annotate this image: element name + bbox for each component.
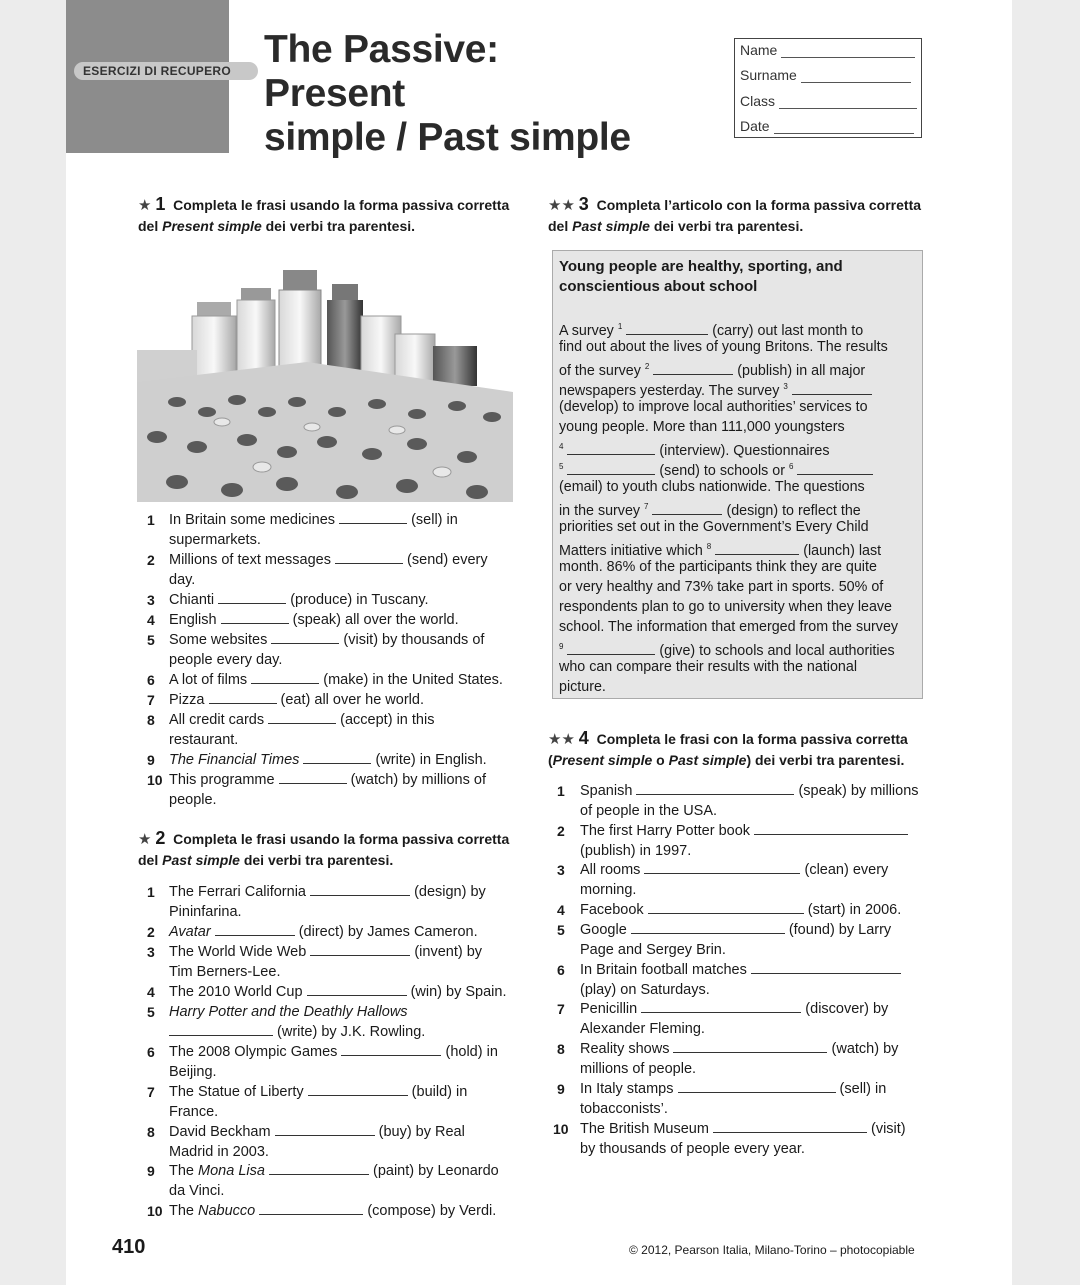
answer-blank[interactable] <box>636 782 794 795</box>
answer-blank[interactable] <box>341 1043 441 1056</box>
answer-blank[interactable] <box>644 861 800 874</box>
medicines-photo <box>137 262 513 502</box>
page-number: 410 <box>112 1236 146 1258</box>
answer-blank[interactable] <box>641 1000 801 1013</box>
page-title <box>264 28 644 160</box>
worksheet-page: ESERCIZI DI RECUPERO The Passive: Present simple / Past simple Name Surname Class Date ★ 1 Completa le frasi usando la forma passiva corretta del Present simple dei verbi tra parentesi. 1 In Britain some medicines (sell) in supermarkets. 2 Millions of text messages (send) every day. 3 Chianti (produce) in Tuscany. 4 English (speak) all over the world. 5 Some websites (visit) by thousands of people every day. 6 A lot of films (make) in the United States. 7 Pizza (eat) all over he world. 8 All credit cards (accept) in this restaurant. 9 The Financial Times (write) in English. 10 This programme (watch) by millions of people. ★ 2 Completa le frasi usando la forma passiva corretta del Past simple dei verbi tra parentesi. 1 The Ferrari California (design) by Pininfarina. 2 Avatar (direct) by James Cameron. 3 The World Wide Web (invent) by Tim Berners-Lee. 4 The 2010 World Cup (win) by Spain. 5 Harry Potter and the Deathly Hallows (write) by J.K. Rowling. 6 The 2008 Olympic Games (hold) in Beijing. 7 The Statue of Liberty (build) in France. 8 David Beckham (buy) by Real Madrid in 2003. 9 The Mona Lisa (paint) by Leonardo da Vinci. 10 The Nabucco (compose) by Verdi. ★★ 3 Completa l’articolo con la forma passiva corretta del Past simple dei verbi tra parentesi. Young people are healthy, sporting, and conscientious about school A survey $^1$ (carry) out last month to find out about the lives of young Britons. The results of the survey $^2$ (publish) in all major newspapers yesterday. The survey $^3$ (develop) to improve local authorities’ services to young people. More than 111,000 youngsters $^4$ (interview). Questionnaires $^5$ (send) to schools or $^6$ (email) to youth clubs nationwide. The questions in the survey $^7$ (design) to reflect the priorities set out in the Government’s Every Child Matters initiative which $^8$ (launch) last month. 86% of the participants think they are quite or very healthy and 73% take part in sports. 50% of respondents plan to go to university when they leave school. The information that emerged from the survey $^9$ (give) to schools and local authorities who can compare their results with the national picture. ★★ 4 Completa le frasi con la forma passiva corretta (Present simple o Past simple) dei verbi tra parentesi. 1 Spanish (speak) by millions of people in the USA. 2 The first Harry Potter book (publish) in 1997. 3 All rooms (clean) every morning. 4 Facebook (start) in 2006. 5 Google (found) by Larry Page and Sergey Brin. 6 In Britain football matches (play) on Saturdays. 7 Penicillin (discover) by Alexander Fleming. 8 Reality shows (watch) by millions of people. 9 In Italy stamps (sell) in tobacconists’. 10 The British Museum (visit) by thousands of people every year. 410 © 2012, Pearson Italia, Milano-Torino – photocopiable <box>66 0 1012 1285</box>
answer-blank[interactable] <box>308 1083 408 1096</box>
title-line-1: The Passive: Present <box>264 28 499 115</box>
answer-blank[interactable] <box>673 1040 827 1053</box>
surname-field[interactable]: Surname <box>740 67 911 83</box>
answer-blank[interactable] <box>275 1123 375 1136</box>
answer-blank[interactable] <box>653 362 733 375</box>
class-field[interactable]: Class <box>740 93 917 109</box>
title-line-2: simple / Past simple <box>264 116 631 159</box>
answer-blank[interactable] <box>251 671 319 684</box>
answer-blank[interactable] <box>335 551 403 564</box>
answer-blank[interactable] <box>792 382 872 395</box>
answer-blank[interactable] <box>303 751 371 764</box>
exercise-3-instructions: ★★ 3 Completa l’articolo con la forma passiva corretta del Past simple dei verbi tra parentesi. <box>548 194 922 234</box>
answer-blank[interactable] <box>339 511 407 524</box>
answer-blank[interactable] <box>269 1162 369 1175</box>
answer-blank[interactable] <box>271 631 339 644</box>
answer-blank[interactable] <box>279 771 347 784</box>
copyright-notice: © 2012, Pearson Italia, Milano-Torino – photocopiable <box>629 1243 915 1257</box>
answer-blank[interactable] <box>678 1080 836 1093</box>
answer-blank[interactable] <box>221 611 289 624</box>
answer-blank[interactable] <box>310 943 410 956</box>
answer-blank[interactable] <box>268 711 336 724</box>
answer-blank[interactable] <box>218 591 286 604</box>
answer-blank[interactable] <box>567 642 655 655</box>
answer-blank[interactable] <box>567 462 655 475</box>
exercise-2-instructions: ★ 2 Completa le frasi usando la forma passiva corretta del Past simple dei verbi tra parentesi. <box>138 828 510 868</box>
answer-blank[interactable] <box>169 1023 273 1036</box>
answer-blank[interactable] <box>209 691 277 704</box>
date-field[interactable]: Date <box>740 118 914 134</box>
answer-blank[interactable] <box>215 923 295 936</box>
answer-blank[interactable] <box>715 542 799 555</box>
answer-blank[interactable] <box>259 1202 363 1215</box>
exercise-4-instructions: ★★ 4 Completa le frasi con la forma passiva corretta (Present simple o Past simple) dei verbi tra parentesi. <box>548 728 908 768</box>
answer-blank[interactable] <box>751 961 901 974</box>
answer-blank[interactable] <box>754 822 908 835</box>
answer-blank[interactable] <box>631 921 785 934</box>
answer-blank[interactable] <box>652 502 722 515</box>
name-field[interactable]: Name <box>740 42 915 58</box>
answer-blank[interactable] <box>626 322 708 335</box>
answer-blank[interactable] <box>567 442 655 455</box>
answer-blank[interactable] <box>310 883 410 896</box>
section-tag: ESERCIZI DI RECUPERO <box>74 62 258 80</box>
answer-blank[interactable] <box>713 1120 867 1133</box>
article-title: Young people are healthy, sporting, and conscientious about school <box>559 258 843 295</box>
answer-blank[interactable] <box>648 901 804 914</box>
answer-blank[interactable] <box>797 462 873 475</box>
answer-blank[interactable] <box>307 983 407 996</box>
article-box: Young people are healthy, sporting, and conscientious about school A survey $^1$ (carry) out last month to find out about the lives of young Britons. The results of the survey $^2$ (publish) in all major newspapers yesterday. The survey $^3$ (develop) to improve local authorities’ services to young people. More than 111,000 youngsters $^4$ (interview). Questionnaires $^5$ (send) to schools or $^6$ (email) to youth clubs nationwide. The questions in the survey $^7$ (design) to reflect the priorities set out in the Government’s Every Child Matters initiative which $^8$ (launch) last month. 86% of the participants think they are quite or very healthy and 73% take part in sports. 50% of respondents plan to go to university when they leave school. The information that emerged from the survey $^9$ (give) to schools and local authorities who can compare their results with the national picture. <box>552 250 923 699</box>
exercise-1-instructions: ★ 1 Completa le frasi usando la forma passiva corretta del Present simple dei verbi tra parentesi. <box>138 194 510 234</box>
student-info-box <box>734 38 922 138</box>
